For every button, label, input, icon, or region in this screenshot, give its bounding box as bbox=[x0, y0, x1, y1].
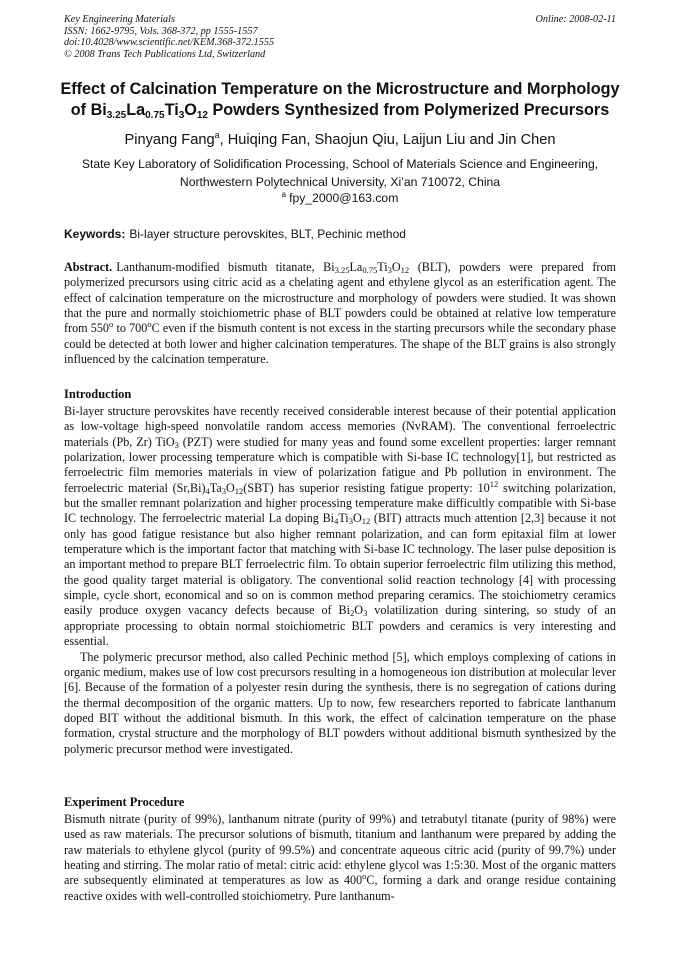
title-line-2: of $Bi_{3.25}La_{0.75}Ti_3O_{12}$ Powders Synthesized from Polymerized Precursors bbox=[70, 101, 610, 121]
keywords-text: Bi-layer structure perovskites, BLT, Pechinic method bbox=[129, 227, 406, 241]
experiment-heading: Experiment Procedure bbox=[64, 795, 185, 809]
introduction-body bbox=[64, 404, 616, 757]
issn-line: ISSN: 1662-9795, Vols. 368-372, pp 1555-1557 bbox=[64, 25, 258, 37]
keywords bbox=[64, 226, 616, 242]
introduction-heading: Introduction bbox=[64, 387, 132, 401]
experiment-body bbox=[64, 812, 616, 904]
abstract: Abstract. Lanthanum-modified bismuth titanate, $Bi_{3.25}La_{0.75}Ti_3O_{12}$ (BLT), powders were prepared from polymerized precursors using citric acid as a chelating agent and ethylene glycol as an esterification agent. The effect of calcination temperature on the microstructure and morphology of powders were studied. It was shown that the pure and normally stoichiometric phase of BLT powders could be obtained at relative low temperature from 550$^o$ to 700$^o$C even if the bismuth content is not excess in the starting precursors while the secondary phase could be detected at both lower and higher calcination temperatures. The shape of the BLT grains is also strongly influenced by the calcination temperature. bbox=[64, 260, 616, 367]
journal-name: Key Engineering Materials bbox=[64, 14, 175, 25]
doi-line: doi:10.4028/www.scientific.net/KEM.368-372.1555 bbox=[64, 37, 275, 49]
experiment-paragraph-1: Bismuth nitrate (purity of 99%), lanthanum nitrate (purity of 99%) and tetrabutyl titanate (purity of 98%) were used as raw materials. The precursor solutions of bismuth, titanium and lanthanum were prepared by adding the raw materials to ethylene glycol (purity of 99.5%) and concentrate aqueous citric acid (purity of 99.7%) under heating and stirring. The molar ratio of metal: citric acid: ethylene glycol was 1:5:30. Most of the organic matters are subsequently eliminated at temperatures as low as 400$^o$C, forming a dark and orange residue containing reactive oxides with well-controlled stoichiometry. Pure lanthanum- bbox=[64, 812, 616, 903]
author-email: $^a$ fpy_2000@163.com bbox=[281, 190, 399, 205]
journal-header bbox=[64, 14, 616, 60]
paper-title bbox=[40, 79, 640, 121]
affiliation-line-2: Northwestern Polytechnical University, Xi’an 710072, China bbox=[179, 174, 501, 189]
affiliation bbox=[40, 156, 640, 191]
introduction-paragraph-1: Bi-layer structure perovskites have recently received considerable interest because of their potential application as low-voltage high-speed nonvolatile random access memories (NvRAM). The conventional ferroelectric materials (Pb, Zr) TiO$_3$ (PZT) were studied for many yeas and found some excellent properties: larger remnant polarization, lower processing temperature which is compatible with Si-base IC technology[1], but restricted as ferroelectric film memories materials in view of polarization fatigue and Pb pollution in environment. The ferroelectric material $(Sr,Bi)_4Ta_3O_{12}(SBT)$ has superior resisting fatigue property: $10^{12}$ switching polarization, but the smaller remnant polarization and higher processing temperature make difficultly compatible with Si-base IC technology. The ferroelectric material La doping $Bi_4Ti_3O_{12}$ (BIT) attracts much attention [2,3] because it not only has good fatigue resistance but also higher remnant polarization, and can form epitaxial film at lower temperature which is the important factor that matching with Si-base IC technology. The laser pulse deposition is an important method to prepare BLT ferroelectric film. To obtain superior ferroelectric film utilizing this method, the good quality target material is obligatory. The conventional solid reaction technology [4] with processing simple, cycle short, economical and so on is common method preparing ceramics. The stoichiometry ceramics easily produce oxygen vacancy defects because of $Bi_2O_3$ volatilization during sintering, so study of an appropriate processing to obtain normal stoichiometric BLT powders and ceramics is very interesting and essential. bbox=[64, 404, 617, 649]
introduction-paragraph-2: The polymeric precursor method, also called Pechinic method [5], which employs complexing of cations in organic medium, makes use of low cost precursors resulting in a homogeneous ion distribution at molecular lever [6]. Because of the formation of a polyester resin during the synthesis, there is no segregation of cations during the thermal decomposition of the organic matters. Up to now, few researchers reported to fabricate lanthanum doped BIT without the additional bismuth. In this work, the effect of calcination temperature on the phase formation, crystal structure and the morphology of BLT powders without additional bismuth synthesized by the polymeric precursor method were investigated. bbox=[64, 649, 616, 756]
author-list: Pinyang Fang$^a$, Huiqing Fan, Shaojun Qiu, Laijun Liu and Jin Chen bbox=[124, 130, 556, 148]
abstract-label: Abstract. bbox=[64, 260, 113, 274]
title-line-1: Effect of Calcination Temperature on the Microstructure and Morphology bbox=[60, 80, 620, 98]
affiliation-line-1: State Key Laboratory of Solidification Processing, School of Materials Science and Engineering, bbox=[81, 157, 599, 171]
keywords-label: Keywords: bbox=[64, 227, 126, 241]
copyright-line: © 2008 Trans Tech Publications Ltd, Switzerland bbox=[64, 48, 266, 60]
online-date: Online: 2008-02-11 bbox=[535, 14, 616, 25]
